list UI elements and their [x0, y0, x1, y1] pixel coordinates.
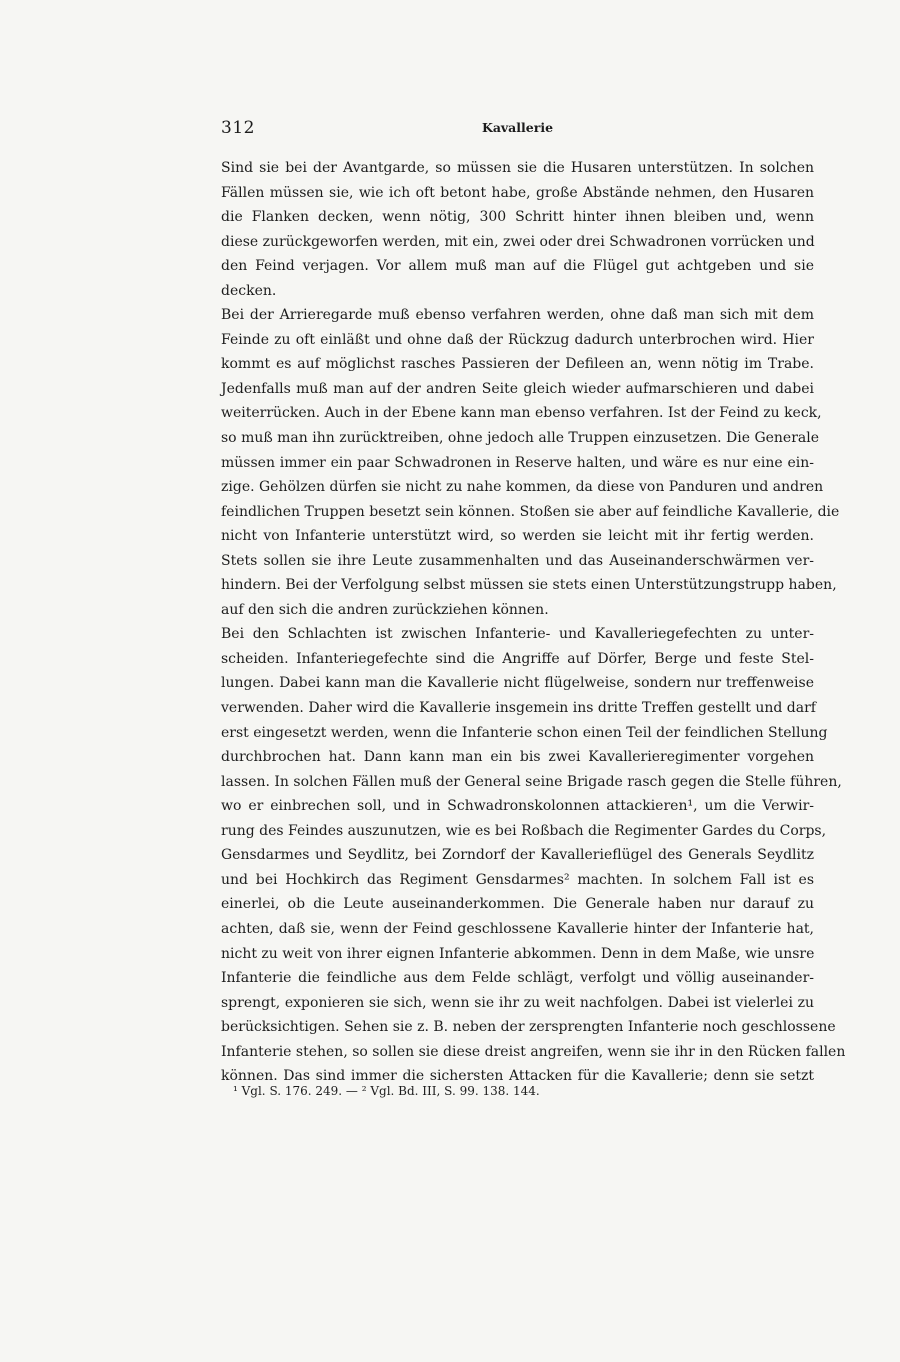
page-header — [221, 118, 814, 142]
body-text — [221, 156, 846, 1089]
paragraph-1 — [221, 156, 814, 303]
text-line: wo er einbrechen soll, und in Schwadronskolonnen attackieren¹, um die Verwir- — [221, 798, 814, 815]
text-line: Infanterie stehen, so sollen sie diese dreist angreifen, wenn sie ihr in den Rücken fallen — [221, 1043, 846, 1060]
paragraph-3 — [221, 622, 846, 1088]
text-line: sprengt, exponieren sie sich, wenn sie ihr zu weit nachfolgen. Dabei ist vielerlei zu — [221, 994, 814, 1011]
text-line: auf den sich die andren zurückziehen können. — [221, 601, 549, 618]
text-line: nicht von Infanterie unterstützt wird, so werden sie leicht mit ihr fertig werden. — [221, 528, 814, 545]
text-line: scheiden. Infanteriegefechte sind die Angriffe auf Dörfer, Berge und feste Stel- — [221, 650, 814, 667]
text-line: achten, daß sie, wenn der Feind geschlossene Kavallerie hinter der Infanterie hat, — [221, 920, 814, 937]
text-line: decken. — [221, 282, 277, 299]
text-line: weiterrücken. Auch in der Ebene kann man ebenso verfahren. Ist der Feind zu keck, — [221, 405, 822, 422]
text-line: zige. Gehölzen dürfen sie nicht zu nahe kommen, da diese von Panduren und andren — [221, 479, 824, 496]
text-line: Feinde zu oft einläßt und ohne daß der Rückzug dadurch unterbrochen wird. Hier — [221, 331, 814, 348]
text-line: hindern. Bei der Verfolgung selbst müssen sie stets einen Unterstützungstrupp haben, — [221, 577, 837, 594]
text-line: kommt es auf möglichst rasches Passieren der Defileen an, wenn nötig im Trabe. — [221, 356, 814, 373]
text-line: berücksichtigen. Sehen sie z. B. neben der zersprengten Infanterie noch geschlossene — [221, 1019, 836, 1036]
text-line: den Feind verjagen. Vor allem muß man auf die Flügel gut achtgeben und sie — [221, 258, 814, 275]
text-line: Bei den Schlachten ist zwischen Infanterie- und Kavalleriegefechten zu unter- — [221, 626, 814, 643]
text-line: Sind sie bei der Avantgarde, so müssen sie die Husaren unterstützen. In solchen — [221, 160, 814, 176]
footnote: ¹ Vgl. S. 176. 249. — ² Vgl. Bd. III, S. 99. 138. 144. — [233, 1084, 540, 1098]
text-line: können. Das sind immer die sichersten Attacken für die Kavallerie; denn sie setzt — [221, 1068, 814, 1085]
text-line: müssen immer ein paar Schwadronen in Reserve halten, und wäre es nur eine ein- — [221, 454, 814, 471]
text-line: Stets sollen sie ihre Leute zusammenhalten und das Auseinanderschwärmen ver- — [221, 552, 814, 569]
text-line: so muß man ihn zurücktreiben, ohne jedoch alle Truppen einzusetzen. Die Generale — [221, 430, 820, 447]
text-line: rung des Feindes auszunutzen, wie es bei Roßbach die Regimenter Gardes du Corps, — [221, 822, 827, 839]
text-line: feindlichen Truppen besetzt sein können. Stoßen sie aber auf feindliche Kavallerie, die — [221, 503, 840, 520]
text-line: einerlei, ob die Leute auseinanderkommen. Die Generale haben nur darauf zu — [221, 896, 814, 913]
text-line: Jedenfalls muß man auf der andren Seite gleich wieder aufmarschieren und dabei — [221, 380, 814, 397]
running-title: Kavallerie — [481, 120, 554, 135]
text-line: und bei Hochkirch das Regiment Gensdarmes² machten. In solchem Fall ist es — [221, 871, 814, 888]
text-line: lungen. Dabei kann man die Kavallerie nicht flügelweise, sondern nur treffenweise — [221, 675, 814, 692]
text-line: Bei der Arrieregarde muß ebenso verfahren werden, ohne daß man sich mit dem — [221, 307, 814, 324]
text-line: lassen. In solchen Fällen muß der General seine Brigade rasch gegen die Stelle führen, — [221, 773, 842, 790]
text-line: nicht zu weit von ihrer eignen Infanterie abkommen. Denn in dem Maße, wie unsre — [221, 945, 815, 962]
text-line: die Flanken decken, wenn nötig, 300 Schritt hinter ihnen bleiben und, wenn — [221, 209, 814, 226]
paragraph-2 — [221, 303, 840, 622]
text-line: erst eingesetzt werden, wenn die Infanterie schon einen Teil der feindlichen Stellung — [221, 724, 828, 741]
text-line: diese zurückgeworfen werden, mit ein, zwei oder drei Schwadronen vorrücken und — [221, 233, 815, 250]
text-line: verwenden. Daher wird die Kavallerie insgemein ins dritte Treffen gestellt und darf — [221, 700, 816, 717]
text-line: Fällen müssen sie, wie ich oft betont habe, große Abstände nehmen, den Husaren — [221, 184, 814, 201]
page-number: 312 — [221, 118, 255, 138]
text-line: Gensdarmes und Seydlitz, bei Zorndorf der Kavallerieflügel des Generals Seydlitz — [221, 847, 814, 864]
text-line: Infanterie die feindliche aus dem Felde schlägt, verfolgt und völlig auseinander- — [221, 970, 814, 987]
text-line: durchbrochen hat. Dann kann man ein bis zwei Kavallerieregimenter vorgehen — [221, 749, 814, 766]
